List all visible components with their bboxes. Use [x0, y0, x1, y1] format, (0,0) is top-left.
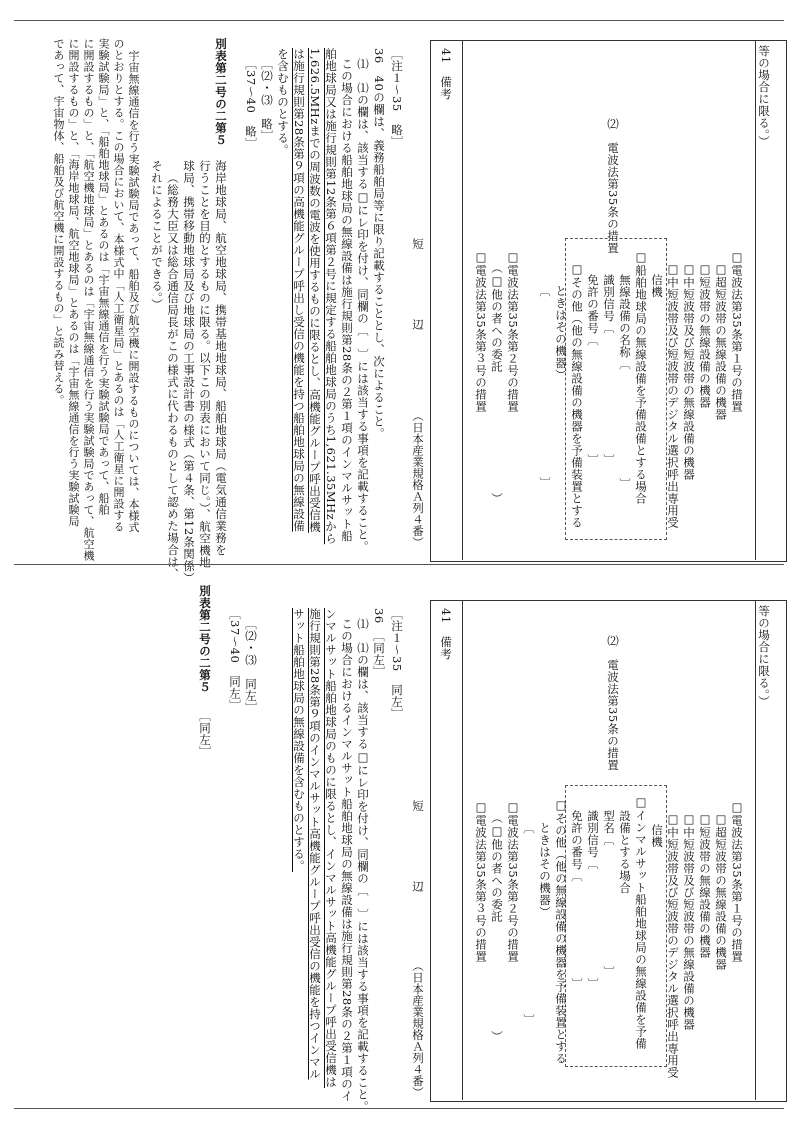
top-annex-line-6: のとおりとする。この場合において、本様式中「人工衛星局」とあるのは「人工衛星に開設する — [112, 38, 125, 533]
bottom-opt-8: 型名〔 〕 — [602, 810, 616, 978]
top-opt-15: □電波法第35条第３号の措置 — [474, 250, 488, 413]
top-note-2: ⑴ ⑴の欄は、該当する□にレ印を付け、同欄の〔 〕には該当する事項を記載すること。 — [356, 58, 370, 553]
bottom-opt-10: 免許の番号〔 〕 — [570, 810, 584, 990]
top-note-3: この場合における船舶地球局の無線設備は施行規則第28条の２第１項のインマルサット船 — [340, 58, 354, 542]
top-opt-3: □中短波帯及び短波帯の無線設備の機器 — [682, 262, 696, 481]
top-row41-label: 41 備考 — [439, 48, 453, 100]
top-note-8: ［⑵・⑶ 略］ — [260, 58, 274, 142]
top-annex-line-5: 宇宙無線通信を行う実験試験局であって、船舶及び航空機に開設するものについては、本様式 — [127, 50, 140, 533]
top-paper-spec: （日本産業規格Ａ列４番） — [411, 410, 425, 548]
bottom-opt-11: □その他（他の無線設備の機器を予備装置とする — [554, 798, 568, 1065]
top-opt-9: 免許の番号〔 〕 — [586, 274, 600, 466]
bottom-note-7: ［⑵・⑶ 同左］ — [244, 618, 258, 714]
top-opt-0: □電波法第35条第１号の措置 — [730, 250, 744, 413]
bottom-note-8: ［37～40 同左］ — [228, 608, 242, 712]
bottom-opt-6: □インマルサット船舶地球局の無線設備を予備 — [634, 795, 648, 1050]
bottom-note-5: 施行規則第28条第９項のインマルサット高機能グループ呼出受信の機能を持つインマル — [308, 608, 322, 1080]
top-opt-5: 信機 — [650, 274, 664, 298]
bottom-border-line — [14, 1108, 784, 1109]
top-annex-line-7: 実験試験局」と、「船舶地球局」とあるのは「宇宙無線通信を行う実験試験局であって、船舶 — [97, 38, 110, 516]
top-note-5: 1,626.5MHzまでの周波数の電波を使用するものに限るとし、高機能グループ呼出受信機 — [308, 48, 322, 533]
top-opt-1: □超短波帯の無線設備の機器 — [714, 262, 728, 421]
bottom-frame-divider-2 — [755, 600, 756, 1100]
bottom-opt-3: □中短波帯及び短波帯の無線設備の機器 — [682, 812, 696, 1031]
top-note-7: を含むものとする。 — [276, 48, 290, 156]
bottom-annex-same: ［同左］ — [198, 710, 212, 758]
bottom-opt-15: （□他の者への委託 ） — [490, 812, 504, 1043]
bottom-annex-title: 別表第二号の二第５ — [198, 585, 212, 693]
top-note-0: ［注１～35 略］ — [390, 48, 404, 148]
bottom-opt-1: □超短波帯の無線設備の機器 — [714, 812, 728, 971]
bottom-opt-7: 設備とする場合 — [618, 810, 632, 894]
top-annex-line-2: 球局、携帯移動地球局及び地球局の工事設計書の様式（第４条、第12条関係） — [182, 160, 196, 584]
bottom-opt-2: □短波帯の無線設備の機器 — [698, 812, 712, 959]
bottom-paper-spec: （日本産業規格Ａ列４番） — [411, 960, 425, 1098]
top-short-edge-label: 短 辺 — [411, 238, 425, 330]
top-annex-line-0: 海岸地球局、航空地球局、携帯基地地球局、船舶地球局（電気通信業務を — [214, 160, 228, 556]
top-annex-line-3: （総務大臣又は総合通信局長がこの様式に代わるものとして認めた場合は、 — [166, 172, 180, 580]
top-opt-4: □中短波帯及び短波帯のデジタル選択呼出専用受 — [666, 262, 680, 529]
top-opt-14: （□他の者への委託 ） — [490, 262, 504, 505]
bottom-opt-9: 識別信号〔 〕 — [586, 810, 600, 990]
bottom-note-1: 36 ［同左］ — [372, 608, 386, 678]
top-opt-11: ときはその機器） — [554, 285, 568, 381]
page-divider-line — [14, 564, 784, 565]
top-annex-line-1: 行うことを目的とするものに限る。以下この別表において同じ。）、航空機地 — [198, 160, 212, 569]
bottom-opt-4: □中短波帯及び短波帯のデジタル選択呼出専用受 — [666, 812, 680, 1079]
top-opt-2: □短波帯の無線設備の機器 — [698, 262, 712, 409]
bottom-cont-label: 等の場合に限る。） — [757, 605, 771, 708]
bottom-note-4: ンマルサット船舶地球局のものに限るとし、インマルサット高機能グループ呼出受信機は — [324, 608, 338, 1088]
bottom-opt-16: □電波法第35条第３号の措置 — [474, 800, 488, 963]
top-frame-divider-2 — [755, 40, 756, 560]
bottom-sub2-label: ⑵ 電波法第35条の措置 — [606, 635, 620, 771]
bottom-opt-5: 信機 — [650, 824, 664, 848]
top-note-6: は施行規則第28条第９項の高機能グループ呼出し受信の機能を持つ船舶地球局の無線設備 — [292, 48, 306, 532]
top-opt-13: □電波法第35条第２号の措置 — [506, 250, 520, 413]
top-note-4: 舶地球局又は施行規則第12条第６項第２号に規定する船舶地球局のうち1,621.35MHzから — [324, 48, 338, 545]
top-border-line — [14, 20, 784, 21]
bottom-opt-12: ときはその機器） — [538, 822, 552, 918]
top-opt-10: □その他（他の無線設備の機器を予備装置とする — [570, 262, 584, 529]
bottom-short-edge-label: 短 辺 — [411, 800, 425, 892]
top-annex-line-9: に開設するもの」と、「海岸地球局、航空地球局」とあるのは「宇宙無線通信を行う実験試験局 — [67, 38, 80, 527]
bottom-note-3: この場合におけるインマルサット船舶地球局の無線設備は施行規則第28条の２第１項のイ — [340, 618, 354, 1102]
bottom-frame-divider-1 — [462, 600, 463, 1100]
bottom-note-0: ［注１～35 同左］ — [390, 608, 404, 720]
top-opt-6: □船舶地球局の無線設備を予備設備とする場合 — [634, 250, 648, 505]
top-cont-label: 等の場合に限る。） — [757, 45, 771, 148]
top-annex-line-4: それによることができる。） — [150, 160, 164, 311]
top-note-1: 36 40の欄は、義務船舶局等に限り記載することとし、次によること。 — [372, 48, 386, 440]
top-annex-title: 別表第二号の二第５ — [214, 38, 228, 146]
top-opt-7: 無線設備の名称〔 〕 — [618, 274, 632, 490]
top-opt-8: 識別信号〔 〕 — [602, 274, 616, 466]
bottom-opt-0: □電波法第35条第１号の措置 — [730, 800, 744, 963]
bottom-note-6: サット船舶地球局の無線設備を含むものとする。 — [292, 608, 306, 872]
top-frame-divider-1 — [462, 40, 463, 560]
top-annex-line-8: に開設するもの」と、「航空機地球局」とあるのは「宇宙無線通信を行う実験試験局であって、航空機 — [82, 38, 95, 562]
bottom-note-2: ⑴ ⑴の欄は、該当する□にレ印を付け、同欄の〔 〕には該当する事項を記載すること。 — [356, 618, 370, 1113]
bottom-opt-14: □電波法第35条第２号の措置 — [506, 800, 520, 963]
bottom-row41-label: 41 備考 — [439, 608, 453, 660]
top-note-9: ［37～40 略］ — [244, 58, 258, 150]
top-sub2-label: ⑵ 電波法第35条の措置 — [606, 118, 620, 254]
top-opt-12: 〔 〕 — [538, 285, 552, 489]
bottom-opt-13: 〔 〕 — [522, 822, 536, 1026]
top-annex-line-10: であって、宇宙物体、船舶及び航空機に開設するもの」と読み替える。 — [52, 38, 65, 406]
